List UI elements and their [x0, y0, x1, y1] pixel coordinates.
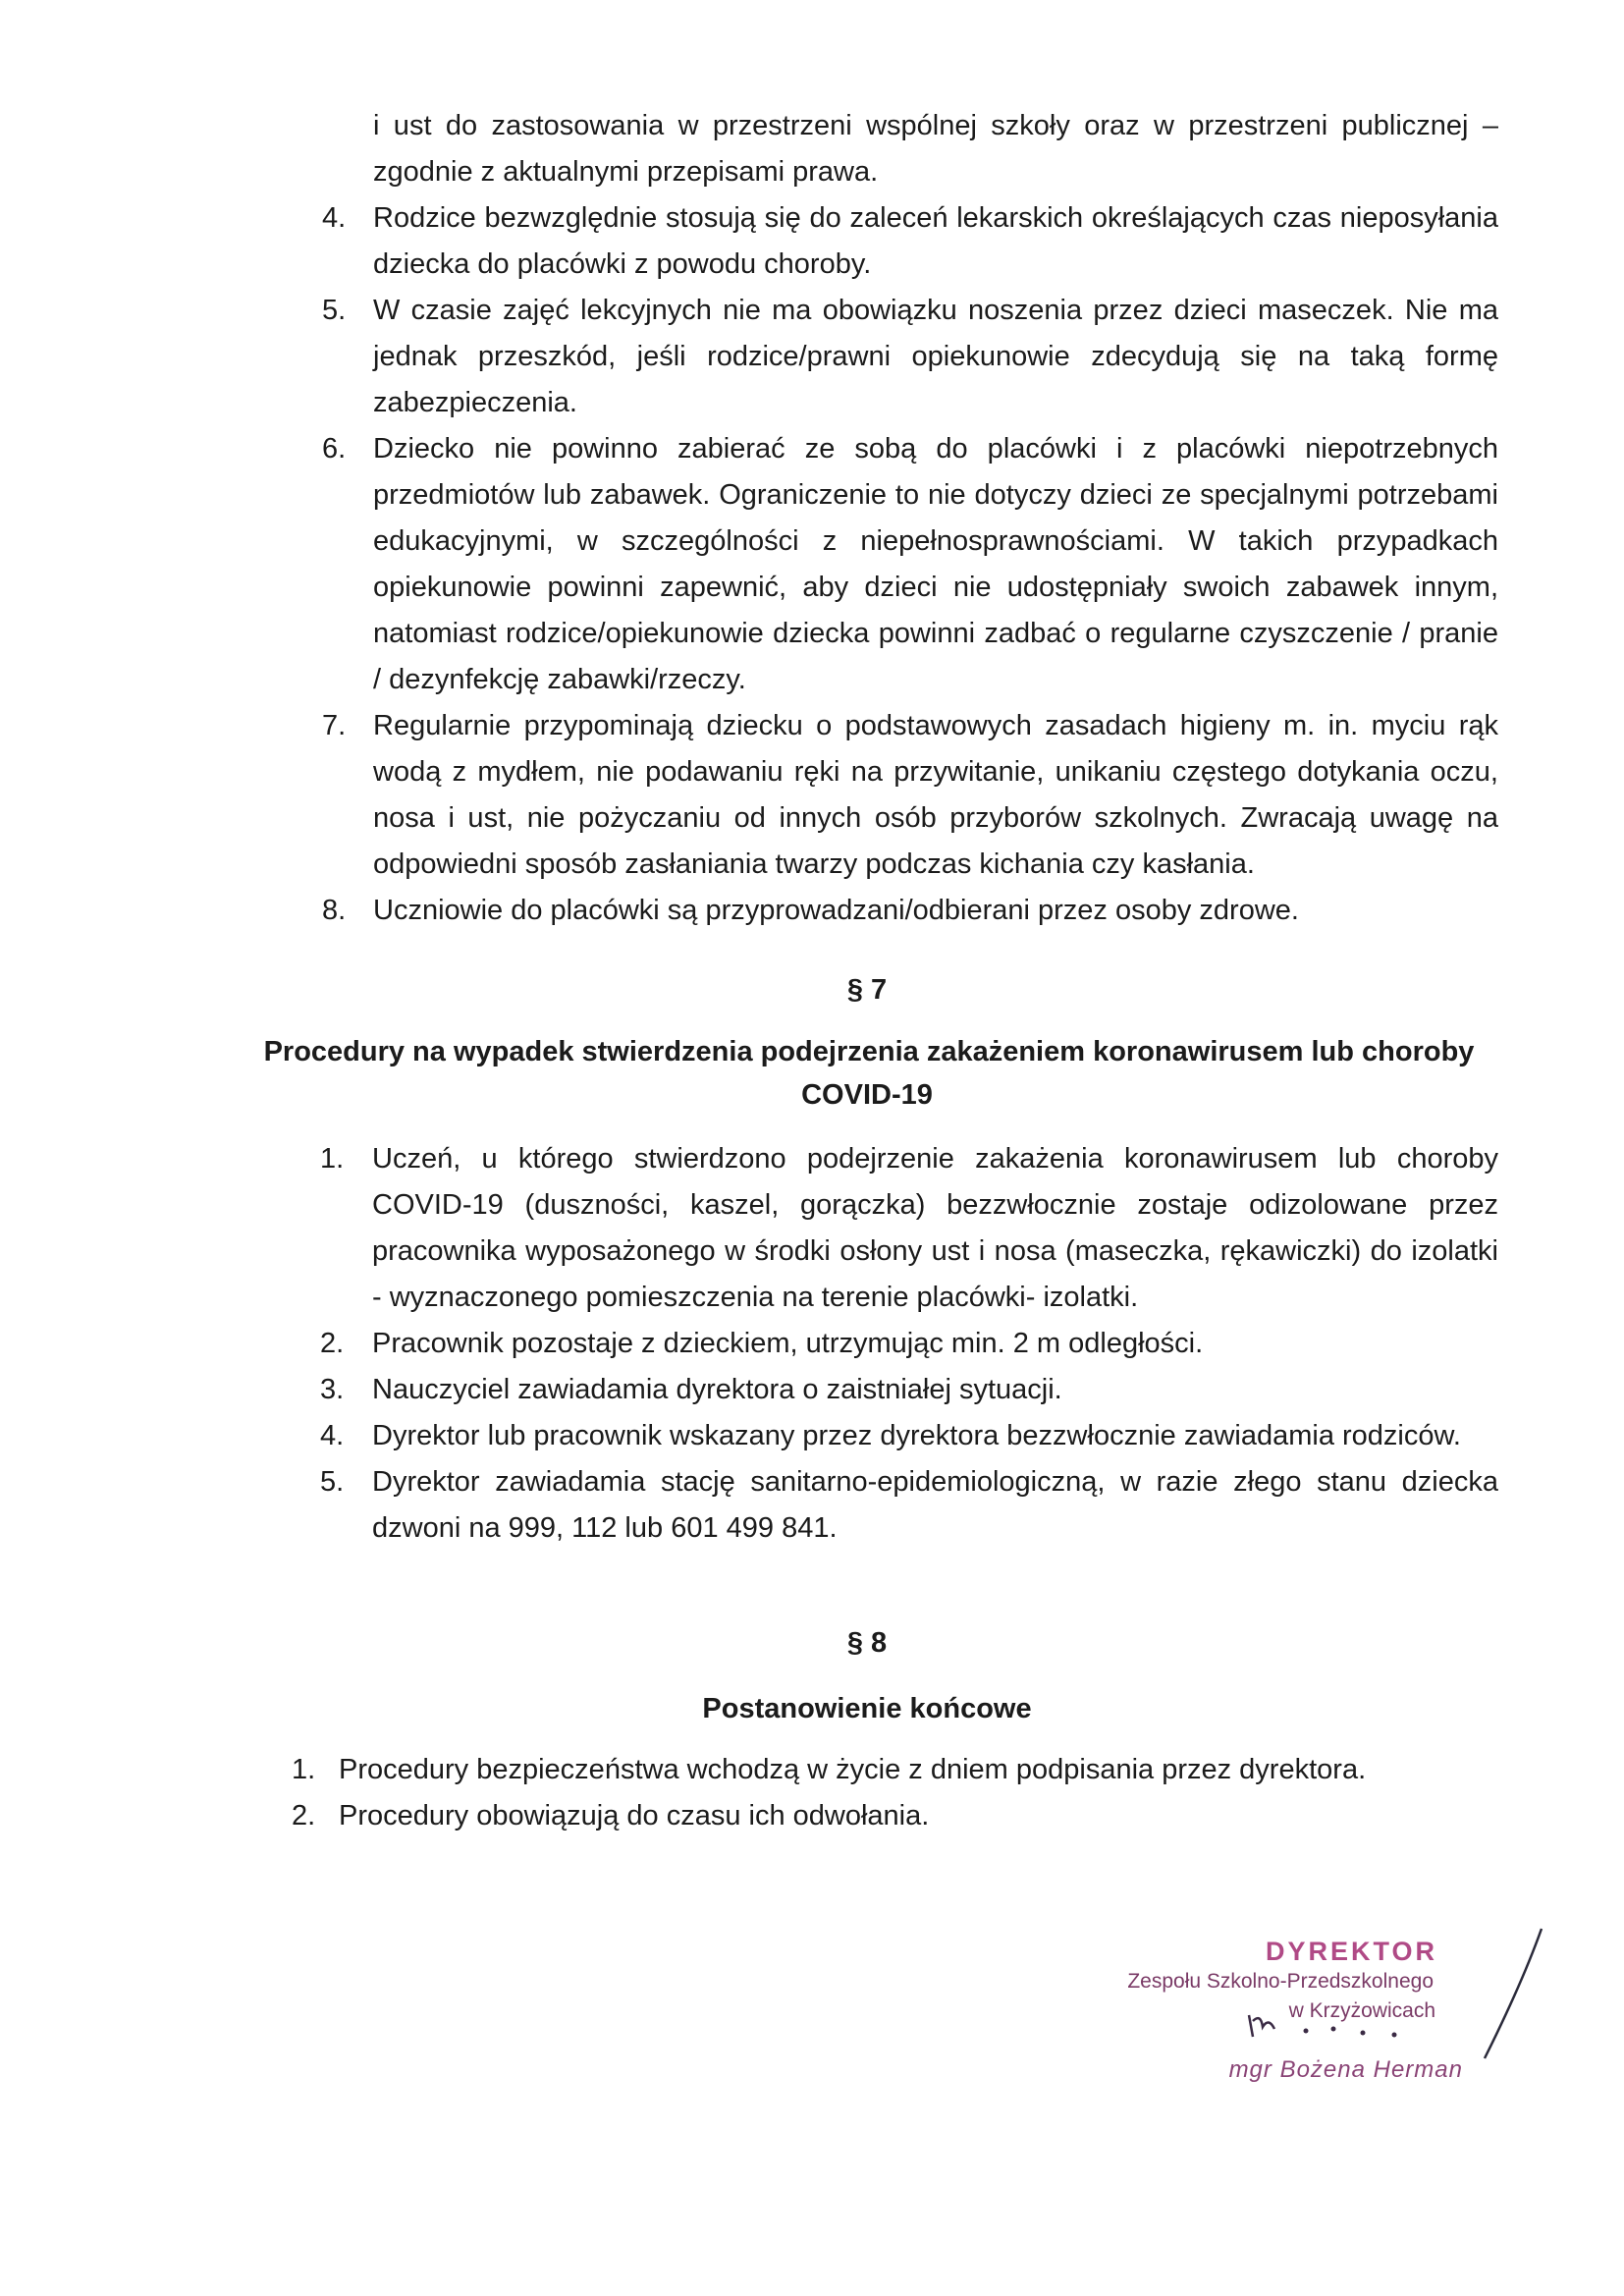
section8-list	[292, 1747, 1498, 1839]
section8-mark: § 8	[846, 1627, 888, 1659]
list-number: 5.	[320, 1466, 345, 1498]
section6-continuation: i ust do zastosowania w przestrzeni wspólnej szkoły oraz w przestrzeni publicznej – zgodnie z aktualnymi przepisami prawa.	[373, 110, 1498, 188]
section7-mark: § 7	[846, 974, 888, 1006]
signature-stroke-icon	[1473, 1925, 1551, 2062]
list-item	[322, 426, 1498, 703]
section6-list	[322, 103, 1498, 934]
list-item	[322, 888, 1498, 934]
section7-title-line1: Procedury na wypadek stwierdzenia podejrzenia zakażeniem koronawirusem lub choroby	[263, 1036, 1475, 1067]
section8-title: Postanowienie końcowe	[702, 1693, 1032, 1724]
list-number: 8.	[322, 895, 347, 926]
list-item	[292, 1793, 1498, 1839]
list-number: 7.	[322, 710, 347, 741]
list-text: Dyrektor zawiadamia stację sanitarno-epidemiologiczną, w razie złego stanu dziecka dzwoni na 999, 112 lub 601 499 841.	[372, 1466, 1498, 1544]
list-number: 6.	[322, 433, 347, 465]
list-number: 1.	[320, 1143, 345, 1175]
list-number: 2.	[292, 1800, 316, 1831]
list-number: 2.	[320, 1328, 345, 1359]
signature-scribble-icon	[1247, 2007, 1424, 2047]
list-text: Uczeń, u którego stwierdzono podejrzenie zakażenia koronawirusem lub choroby COVID-19 (duszności, kaszel, gorączka) bezzwłocznie zostaje odizolowane przez pracownika wyposażonego w środki osłony ust i nosa (maseczka, rękawiczki) do izolatki - wyznaczonego pomieszczenia na terenie placówki- izolatki.	[372, 1143, 1498, 1313]
list-number: 4.	[322, 202, 347, 234]
list-item	[320, 1367, 1498, 1413]
list-item	[320, 1413, 1498, 1459]
list-text: W czasie zajęć lekcyjnych nie ma obowiązku noszenia przez dzieci maseczek. Nie ma jednak przeszkód, jeśli rodzice/prawni opiekunowie zdecydują się na taką formę zabezpieczenia.	[373, 295, 1498, 418]
list-item	[322, 288, 1498, 426]
stamp-town: w Krzyżowicach	[1288, 1999, 1435, 2022]
list-text: Nauczyciel zawiadamia dyrektora o zaistniałej sytuacji.	[372, 1374, 1062, 1405]
stamp-organization: Zespołu Szkolno-Przedszkolnego	[1127, 1970, 1434, 1993]
list-number: 3.	[320, 1374, 345, 1405]
stamp-title: DYREKTOR	[1265, 1937, 1437, 1966]
list-text: Dyrektor lub pracownik wskazany przez dyrektora bezzwłocznie zawiadamia rodziców.	[372, 1420, 1461, 1451]
list-number: 1.	[292, 1754, 316, 1785]
list-number: 5.	[322, 295, 347, 326]
list-item	[320, 1321, 1498, 1367]
list-text: Uczniowie do placówki są przyprowadzani/odbierani przez osoby zdrowe.	[373, 895, 1299, 926]
list-number: 4.	[320, 1420, 345, 1451]
section7-title-line2: COVID-19	[801, 1079, 933, 1111]
list-item	[292, 1747, 1498, 1793]
list-text: Regularnie przypominają dziecku o podstawowych zasadach higieny m. in. myciu rąk wodą z mydłem, nie podawaniu ręki na przywitanie, unikaniu częstego dotykania oczu, nosa i ust, nie pożyczaniu od innych osób przyborów szkolnych. Zwracają uwagę na odpowiedni sposób zasłaniania twarzy podczas kichania czy kasłania.	[373, 710, 1498, 880]
list-item	[320, 1459, 1498, 1552]
list-text: Procedury obowiązują do czasu ich odwołania.	[339, 1800, 930, 1831]
list-text: Dziecko nie powinno zabierać ze sobą do placówki i z placówki niepotrzebnych przedmiotów lub zabawek. Ograniczenie to nie dotyczy dzieci ze specjalnymi potrzebami edukacyjnymi, w szczególności z niepełnosprawnościami. W takich przypadkach opiekunowie powinni zapewnić, aby dzieci nie udostępniały swoich zabawek innym, natomiast rodzice/opiekunowie dziecka powinni zadbać o regularne czyszczenie / pranie / dezynfekcję zabawki/rzeczy.	[373, 433, 1498, 695]
list-text: Rodzice bezwzględnie stosują się do zaleceń lekarskich określających czas nieposyłania dziecka do placówki z powodu choroby.	[373, 202, 1498, 280]
list-text: Procedury bezpieczeństwa wchodzą w życie z dniem podpisania przez dyrektora.	[339, 1754, 1367, 1785]
list-item	[322, 195, 1498, 288]
list-item	[320, 1136, 1498, 1321]
stamp-name: mgr Bożena Herman	[1228, 2056, 1463, 2083]
list-text: Pracownik pozostaje z dzieckiem, utrzymując min. 2 m odległości.	[372, 1328, 1204, 1359]
section7-list	[320, 1136, 1498, 1552]
list-item	[322, 703, 1498, 888]
